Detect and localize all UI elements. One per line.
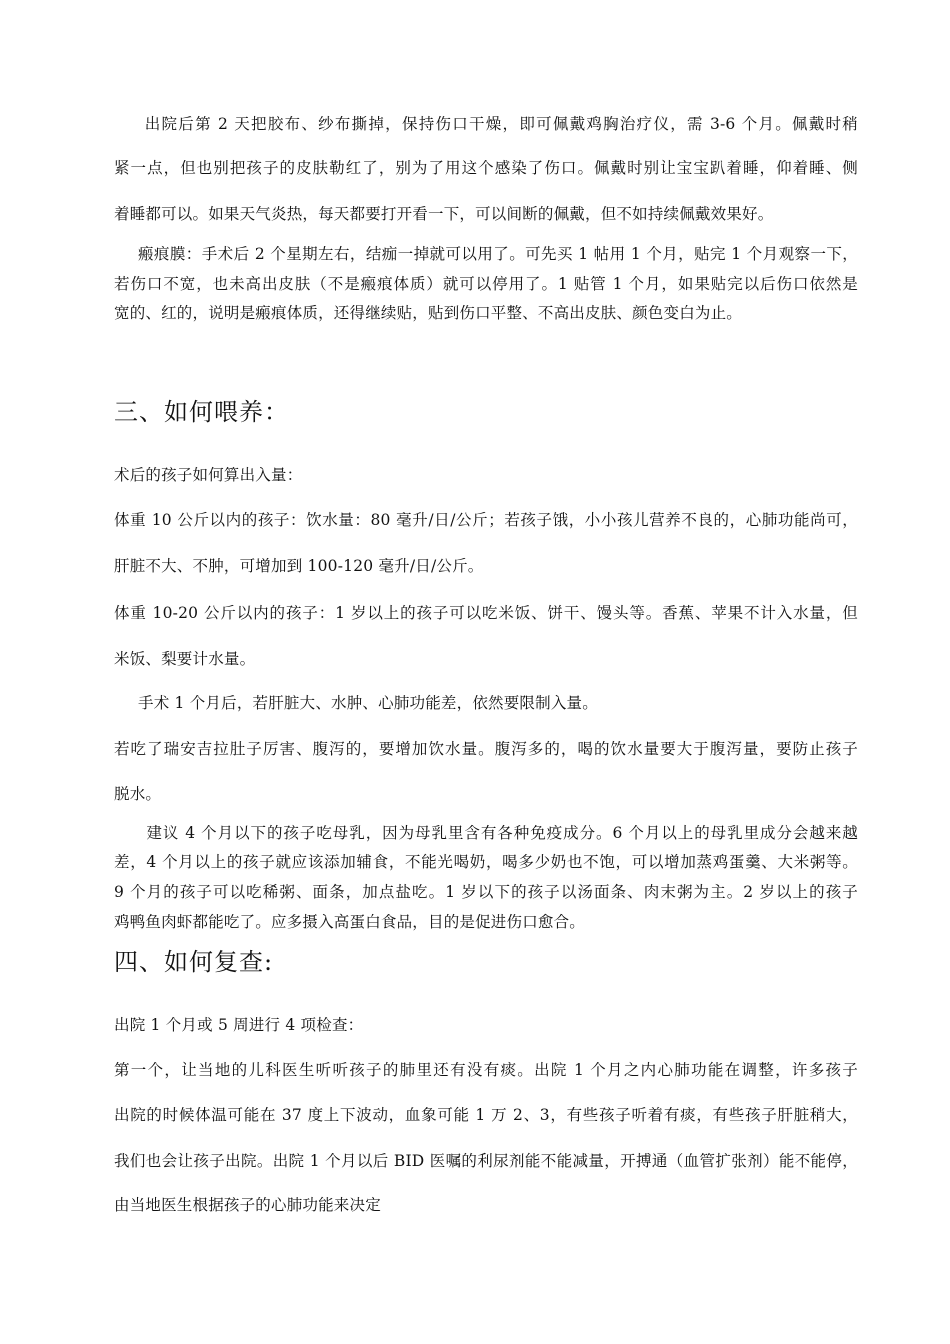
device-paragraph-line-3: 着睡都可以。如果天气炎热，每天都要打开看一下，可以间断的佩戴，但不如持续佩戴效果好。 xyxy=(114,205,774,223)
weight-10-20kg-line-1: 体重 10-20 公斤以内的孩子：1 岁以上的孩子可以吃米饭、饼干、馒头等。香蕉、苹果不计入水量，但 xyxy=(114,604,858,622)
section-3-heading: 三、如何喂养： xyxy=(114,398,289,426)
feeding-paragraph-line-3: 9 个月的孩子可以吃稀粥、面条，加点盐吃。1 岁以下的孩子以汤面条、肉末粥为主。2 岁以上的孩子 xyxy=(114,883,858,901)
feeding-paragraph-line-1: 建议 4 个月以下的孩子吃母乳，因为母乳里含有各种免疫成分。6 个月以上的母乳里成分会越来越 xyxy=(130,824,858,842)
intake-intro: 术后的孩子如何算出入量： xyxy=(114,466,303,484)
one-month-restriction: 手术 1 个月后，若肝脏大、水肿、心肺功能差，依然要限制入量。 xyxy=(138,694,598,712)
diarrhea-line-2: 脱水。 xyxy=(114,785,162,803)
section-4-heading: 四、如何复查: xyxy=(114,948,274,976)
weight-10kg-line-2: 肝脏不大、不肿，可增加到 100-120 毫升/日/公斤。 xyxy=(114,557,484,575)
checkup-first-line-1: 第一个，让当地的儿科医生听听孩子的肺里还有没有痰。出院 1 个月之内心肺功能在调整，许多孩子 xyxy=(114,1061,858,1079)
weight-10kg-line-1: 体重 10 公斤以内的孩子：饮水量：80 毫升/日/公斤；若孩子饿，小小孩儿营养不良的，心肺功能尚可， xyxy=(114,511,858,529)
checkup-intro: 出院 1 个月或 5 周进行 4 项检查： xyxy=(114,1016,364,1034)
checkup-first-line-3: 我们也会让孩子出院。出院 1 个月以后 BID 医嘱的利尿剂能不能减量，开搏通（血管扩张剂）能不能停， xyxy=(114,1152,858,1170)
scar-paragraph-line-3: 宽的、红的，说明是瘢痕体质，还得继续贴，贴到伤口平整、不高出皮肤、颜色变白为止。 xyxy=(114,304,743,322)
scar-paragraph-line-1: 瘢痕膜：手术后 2 个星期左右，结痂一掉就可以用了。可先买 1 帖用 1 个月，贴完 1 个月观察一下， xyxy=(138,245,858,263)
feeding-paragraph-line-2: 差，4 个月以上的孩子就应该添加辅食，不能光喝奶，喝多少奶也不饱，可以增加蒸鸡蛋羹、大米粥等。 xyxy=(114,853,858,871)
device-paragraph-line-1: 出院后第 2 天把胶布、纱布撕掉，保持伤口干燥，即可佩戴鸡胸治疗仪，需 3-6 个月。佩戴时稍 xyxy=(128,115,858,133)
scar-paragraph-line-2: 若伤口不宽，也未高出皮肤（不是瘢痕体质）就可以停用了。1 贴管 1 个月，如果贴完以后伤口依然是 xyxy=(114,275,858,293)
checkup-first-line-2: 出院的时候体温可能在 37 度上下波动，血象可能 1 万 2、3，有些孩子听着有痰，有些孩子肝脏稍大， xyxy=(114,1106,858,1124)
diarrhea-line-1: 若吃了瑞安吉拉肚子厉害、腹泻的，要增加饮水量。腹泻多的，喝的饮水量要大于腹泻量，要防止孩子 xyxy=(114,740,858,758)
checkup-first-line-4: 由当地医生根据孩子的心肺功能来决定 xyxy=(114,1196,381,1214)
feeding-paragraph-line-4: 鸡鸭鱼肉虾都能吃了。应多摄入高蛋白食品，目的是促进伤口愈合。 xyxy=(114,913,586,931)
weight-10-20kg-line-2: 米饭、梨要计水量。 xyxy=(114,650,256,668)
device-paragraph-line-2: 紧一点，但也别把孩子的皮肤勒红了，别为了用这个感染了伤口。佩戴时别让宝宝趴着睡，仰着睡、侧 xyxy=(114,159,858,177)
